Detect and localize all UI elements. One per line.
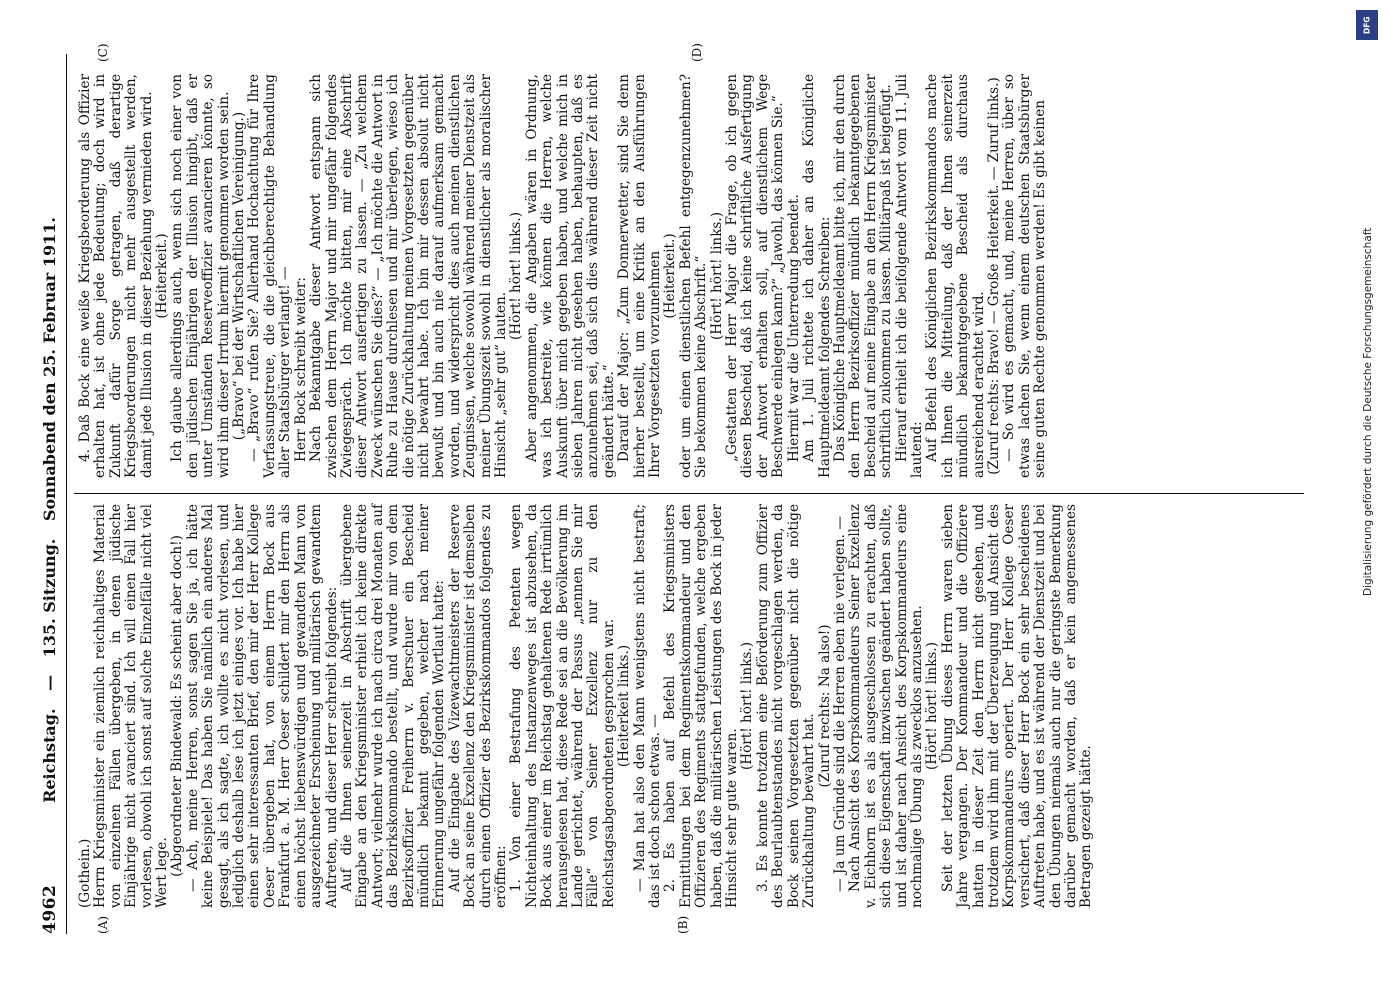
paragraph: Hiermit war die Unterredung beendet. — [785, 194, 802, 462]
paragraph: Seit der letzten Übung dieses Herrn waren sieben Jahre vergangen. Der Kommandeur und die Offiziere hatten in dieser Zeit den Herrn nicht gesehen, und trotzdem wird ihm mit der Überzeugung und Ansicht des Korpskommandeurs operiert. Der Herr Kollege Oeser versichert, daß dieser Herr Bock ein sehr bescheidenes Auftreten habe, und es ist während der Dienstzeit und bei den Übungen niemals auch nur die geringste Bemerkung darüber gemacht worden, daß er kein angemessenes Betragen gezeigt hätte. — [939, 504, 1095, 908]
speaker-label: (Gothein.) — [77, 838, 93, 908]
paragraph: — Man hat also den Mann wenigstens nicht bestraft; das ist doch schon etwas. — — [631, 504, 664, 908]
interjection: (Heiterkeit.) — [662, 233, 679, 319]
interjection: (Zuruf rechts: Na also!) — [816, 624, 833, 788]
interjection: (Zuruf rechts: Bravo! — Große Heiterkeit. — Zuruf links.) — [985, 77, 1002, 475]
paragraph: Hierauf erhielt ich die beifolgende Antwort vom 11. Juli lautend: — [893, 74, 925, 478]
margin-mark-b: (B) — [676, 915, 690, 934]
quoted-paragraph: Darauf der Major: „Zum Donnerwetter, sind Sie denn hierher bestellt, um eine Kritik an den Ausführungen Ihrer Vorgesetzten vorzunehmen — [616, 74, 664, 478]
quoted-paragraph: Auf die Eingabe des Vizewachtmeisters der Reserve Bock an seine Exzellenz den Kriegsminister ist demselben durch einen Offizier des Bezirkskommandos folgendes zu eröffnen: — [446, 504, 509, 908]
dfg-logo: DFG — [1356, 10, 1378, 40]
page-number: 4962 — [40, 884, 60, 934]
digitization-note: Digitalisierung gefördert durch die Deutsche Forschungsgemeinschaft — [1362, 227, 1374, 596]
quoted-paragraph: 2. Es haben auf Befehl des Kriegsministers Ermittlungen bei dem Regimentskommandeur und den Offizieren des Regiments stattgefunden, welche ergeben haben, daß die militärischen Leistungen des Bock in jeder Hinsicht sehr gute waren. — [662, 504, 741, 908]
paragraph: — Ach, meine Herren, sonst sagen Sie ja, ich hätte keine Beispiele! Das haben Sie nämlich ein anderes Mal gesagt, als ich sagte, ich wollte es nicht vorlesen, und lediglich deshalb lese ich jetzt einiges vor. Ich habe hier einen sehr interessanten Brief, den mir der Herr Kollege Oeser übergeben hat, von einem Herrn Bock aus Frankfurt a. M. Herr Oeser schildert mir den Herrn als einen höchst liebenswürdigen und gewandten Mann von ausgezeichneter Erscheinung und militärisch gewandtem Auftreten, und dieser Herr schreibt folgendes: — [184, 504, 340, 908]
header-part: — — [40, 674, 59, 691]
margin-mark-c: (C) — [96, 43, 110, 62]
quoted-paragraph: oder um einen dienstlichen Befehl entgegenzunehmen? Sie bekommen keine Abschrift.“ — [677, 74, 710, 478]
quoted-paragraph: 4. Daß Bock eine weiße Kriegsbeorderung als Offizier erhalten hat, ist ohne jede Bedeutung; doch wird in Zukunft dafür Sorge getragen, daß derartige Kriegsbeorderungen nicht mehr ausgestellt werden, damit jede Illusion in dieser Beziehung vermieden wird. — [77, 74, 155, 478]
quoted-paragraph: Auf Befehl des Königlichen Bezirkskommandos mache ich Ihnen die Mitteilung, daß der Ihnen seinerzeit mündlich bekanntgegebene Bescheid als durchaus ausreichend erachtet wird. — [924, 74, 987, 478]
left-column — [78, 504, 1095, 908]
quoted-paragraph: 1. Von einer Bestrafung des Petenten wegen Nichteinhaltung des Instanzenweges ist abzusehen, da Bock aus einer im Reichstag gehaltenen Rede irrtümlich herausgelesen hat, diese Rede sei an die Bevölkerung im Lande gerichtet, während der Passus „nennen Sie mir Fälle“ von Seiner Exzellenz nur zu den Reichstagsabgeordneten gesprochen war. — [508, 504, 617, 908]
interjection: (Hört! hört! links.) — [924, 641, 941, 771]
header-part: Reichstag. — [40, 708, 59, 803]
paragraph: Am 1. Juli richtete ich daher an das Königliche Hauptmeldeamt folgendes Schreiben: — [801, 74, 833, 478]
right-column — [78, 74, 1049, 478]
paragraph: Ich glaube allerdings auch, wenn sich noch einer von den jüdischen Einjährigen der Illusion hingibt, daß er unter Umständen Reserveoffizier avancieren könnte, so wird ihm dieser Irrtum hiermit genommen worden sein. — [169, 74, 232, 478]
quoted-paragraph: Auf die Ihnen seinerzeit in Abschrift übergebene Eingabe an den Kriegsminister erhielt ich keine direkte Antwort; vielmehr wurde ich nach circa drei Monaten auf das Bezirkskommando bestellt, und wurde mir von dem Bezirksoffizier Freiherrn v. Berschuer ein Bescheid mündlich bekannt gegeben, welcher nach meiner Erinnerung ungefähr folgenden Wortlaut hatte: — [338, 504, 448, 908]
header-part: 135. Sitzung. — [40, 538, 59, 658]
header-part: Sonnabend den 25. Februar 1911. — [40, 217, 59, 522]
interjection: (Hört! hört! links.) — [508, 211, 525, 341]
paragraph: — Ja um Gründe sind die Herren eben nie verlegen. — — [831, 516, 848, 892]
paragraph: Herrn Kriegsminister ein ziemlich reichhaltiges Material von einzelnen Fällen übergeben, in denen jüdische Einjährige nicht avanciert sind. Ich will einen Fall hier vorlesen, obwohl ich sonst auf solche Einzelfälle nicht viel Wert lege. — [92, 504, 171, 908]
quoted-paragraph: 3. Es konnte trotzdem eine Beförderung zum Offizier des Beurlaubtenstandes nicht vorgeschlagen werden, da Bock seinen Vorgesetzten gegenüber nicht die nötige Zurückhaltung bewahrt hat. — [754, 504, 818, 908]
margin-mark-a: (A) — [96, 915, 110, 934]
interjection: (Heiterkeit.) — [154, 233, 171, 319]
interjection: (Hört! hört! links.) — [708, 211, 725, 341]
interjection: (Abgeordneter Bindewald: Es scheint aber doch!) — [169, 535, 186, 877]
quoted-paragraph: Nach Ansicht des Korpskommandeurs Seiner Exzellenz v. Eichhorn ist es als ausgeschlossen zu erachten, daß sich diese Eigenschaft inzwischen geändert haben sollte, und ist daher nach Ansicht des Korpskommandeurs eine nochmalige Übung als zwecklos anzusehen. — [847, 504, 925, 908]
interjection: (Hört! hört! links.) — [739, 641, 756, 771]
header-rule — [66, 54, 67, 934]
column-separator — [74, 493, 1304, 494]
quoted-paragraph: Das Königliche Hauptmeldeamt bitte ich, mir den durch den Herrn Bezirksoffizier mündlich bekanntgegebenen Bescheid auf meine Eingabe an den Herrn Kriegsminister schriftlich zukommen zu lassen. Militärpaß ist beigefügt. — [831, 74, 895, 478]
interjection: („Bravo“ bei der Wirtschaftlichen Vereinigung.) — [231, 111, 248, 441]
page-header — [40, 150, 59, 870]
paragraph: — So wird es gemacht, und, meine Herren, über so etwas lachen Sie, wenn einem deutschen Staatsbürger seine guten Rechte genommen werden! Es gibt keinen — [1001, 74, 1049, 478]
paragraph: Herr Bock schreibt weiter: — [292, 277, 309, 462]
quoted-paragraph: Nach Bekanntgabe dieser Antwort entspann sich zwischen dem Herrn Major und mir ungefähr folgendes Zwiegespräch. Ich möchte bitten, mir eine Abschrift dieser Antwort ausfertigen zu lassen. — „Zu welchem Zweck wünschen Sie dies?“ — „Ich möchte die Antwort in Ruhe zu Hause durchlesen und mir überlegen, wieso ich die nötige Zurückhaltung meinen Vorgesetzten gegenüber nicht bewahrt habe. Ich bin mir dessen absolut nicht bewußt und bin auch nie darauf aufmerksam gemacht worden, und widerspricht dies auch meinen dienstlichen Zeugnissen, welche sowohl während meiner Dienstzeit als meiner Übungszeit sowohl in dienstlicher als moralischer Hinsicht „sehr gut“ lauten. — [308, 74, 509, 478]
quoted-paragraph: Aber angenommen, die Angaben wären in Ordnung, was ich bestreite, wie können die Herren, welche Auskunft über mich gegeben haben, und welche mich in sieben Jahren nicht gesehen haben, behaupten, daß es anzunehmen sei, daß sich dies während dieser Zeit nicht geändert hätte.“ — [523, 74, 617, 478]
quoted-paragraph: „Gestatten der Herr Major die Frage, ob ich gegen diesen Bescheid, daß ich keine schriftliche Ausfertigung der Antwort erhalten soll, auf dienstlichem Wege Beschwerde einlegen kann?“ „Jawohl, das können Sie.“ — [724, 74, 787, 478]
paragraph: — „Bravo“ rufen Sie? Allerhand Hochachtung für Ihre Verfassungstreue, die die gleichberechtigte Behandlung aller Staatsbürger verlangt! — — [246, 74, 294, 478]
interjection: (Heiterkeit links.) — [616, 644, 633, 768]
margin-mark-d: (D) — [690, 43, 704, 62]
